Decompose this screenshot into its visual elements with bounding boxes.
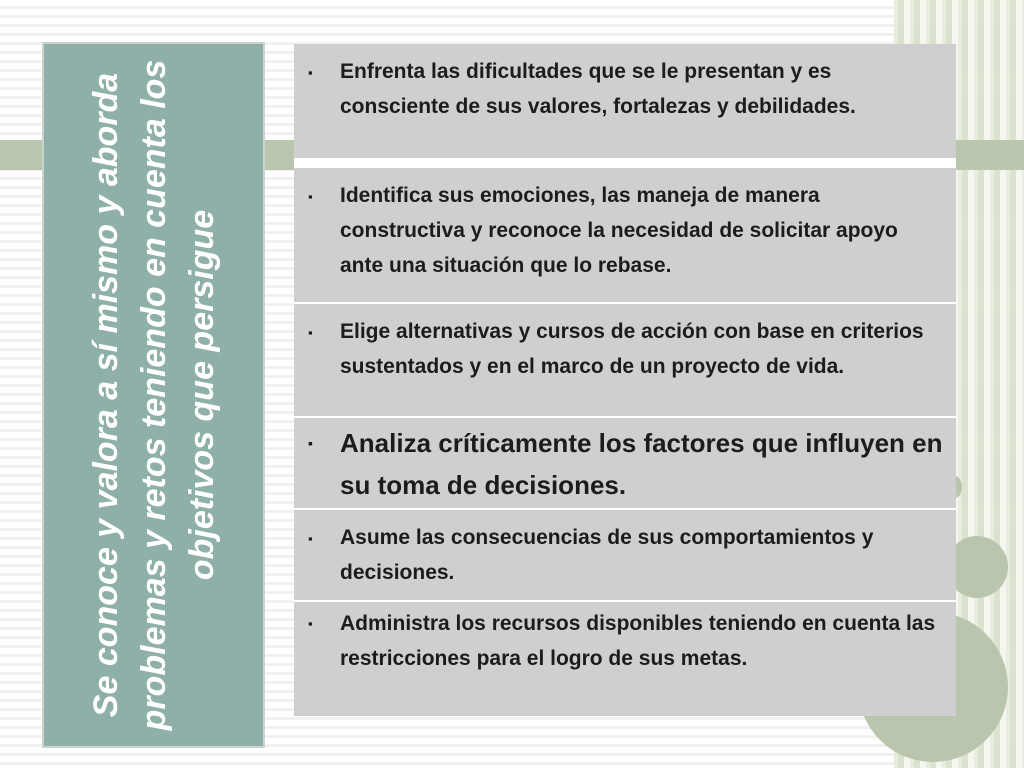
list-item-text: Identifica sus emociones, las maneja de manera constructiva y reconoce la necesidad de solicitar apoyo ante una situación que lo rebase. [340, 184, 898, 277]
list-item-text: Asume las consecuencias de sus comportamientos y decisiones. [340, 526, 874, 584]
decorative-band-right [956, 140, 1024, 170]
bullet-icon: ▪ [308, 65, 313, 80]
list-item [294, 418, 956, 508]
bullet-icon: ▪ [308, 531, 313, 546]
decorative-band-middle [265, 140, 295, 170]
list-item-text: Enfrenta las dificultades que se le presentan y es consciente de sus valores, fortalezas y debilidades. [340, 60, 856, 118]
title-panel [42, 42, 265, 748]
list-item-text: Analiza críticamente los factores que influyen en su toma de decisiones. [340, 428, 943, 500]
list-item-text: Administra los recursos disponibles teniendo en cuenta las restricciones para el logro de sus metas. [340, 612, 936, 670]
list-item [294, 304, 956, 416]
bullet-icon: ▪ [308, 325, 313, 340]
bullet-icon: ▪ [308, 435, 313, 451]
bullet-icon: ▪ [308, 189, 313, 204]
decorative-band-left [0, 140, 42, 170]
list-item-text: Elige alternativas y cursos de acción con base en criterios sustentados y en el marco de un proyecto de vida. [340, 320, 924, 378]
list-item [294, 44, 956, 158]
slide-title: Se conoce y valora a sí mismo y aborda problemas y retos teniendo en cuenta los objetivos que persigue [86, 59, 221, 731]
list-item [294, 602, 956, 716]
competency-list [294, 44, 956, 716]
bullet-icon: ▪ [308, 616, 313, 631]
list-item [294, 510, 956, 600]
list-item [294, 168, 956, 302]
